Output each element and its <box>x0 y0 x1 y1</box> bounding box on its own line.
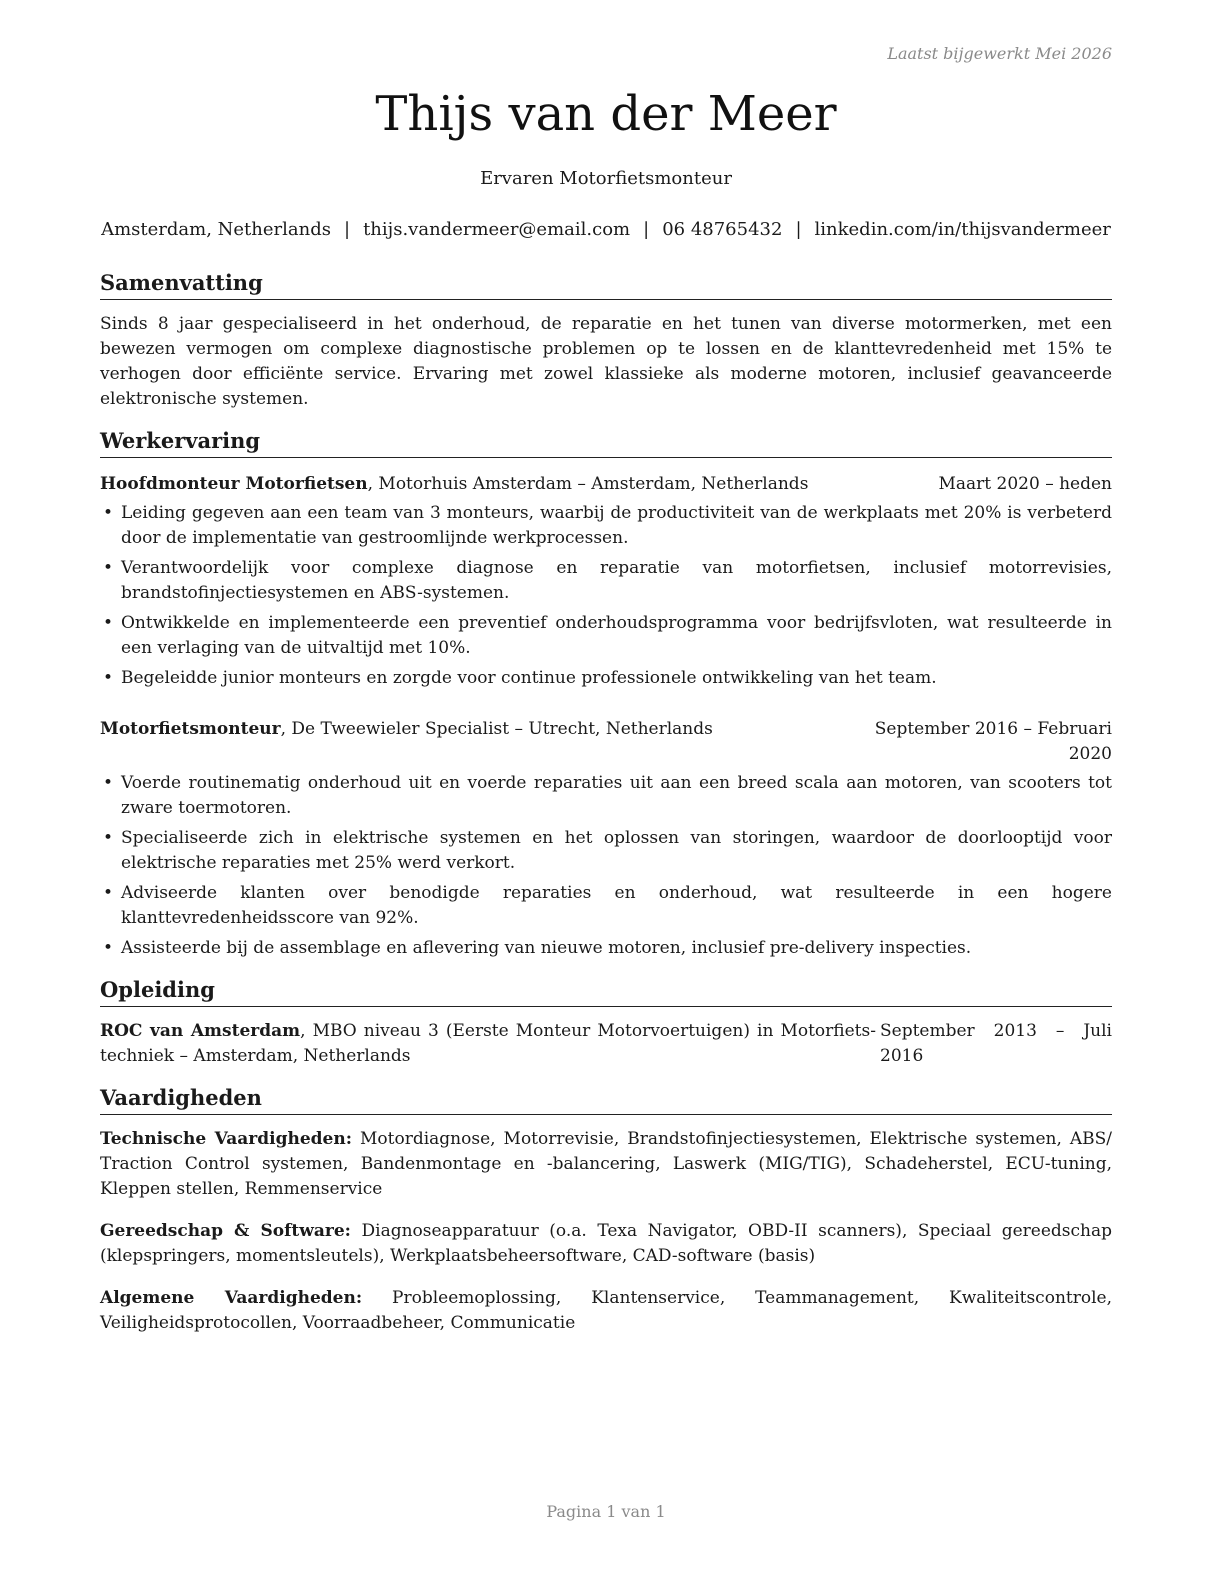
education-details: , MBO niveau 3 (Eerste Monteur Motorvoertuigen) in Motorfietstechniek – Amsterdam, Netherlands <box>100 1021 876 1066</box>
bullet-glyph: • <box>103 883 114 903</box>
bullet-text: Assisteerde bij de assemblage en aflevering van nieuwe motoren, inclusief pre-delivery inspecties. <box>121 938 972 958</box>
job-title: Ervaren Motorfietsmonteur <box>480 168 732 189</box>
job-bullets <box>100 501 1112 691</box>
education-entry <box>100 1019 1112 1069</box>
contact-phone: 06 48765432 <box>662 219 783 240</box>
job-dates: September 2016 – Februari 2020 <box>874 719 1112 764</box>
education-dates: September 2013 – Juli 2016 <box>880 1021 1112 1066</box>
job-company: , Motorhuis Amsterdam – Amsterdam, Netherlands <box>367 474 809 494</box>
education-school: ROC van Amsterdam <box>100 1021 301 1041</box>
section-heading-education: Opleiding <box>100 975 1112 1007</box>
contact-linkedin[interactable]: linkedin.com/in/thijsvandermeer <box>814 219 1111 240</box>
contact-separator: | <box>343 219 351 240</box>
resume-body <box>100 268 1112 1353</box>
job-entry <box>100 472 1112 691</box>
job-dates: Maart 2020 – heden <box>938 474 1112 494</box>
list-item <box>100 556 1112 606</box>
candidate-name: Thijs van der Meer <box>375 86 837 142</box>
bullet-text: Ontwikkelde en implementeerde een preventief onderhoudsprogramma voor bedrijfsvloten, wat resulteerde in een verlaging van de uitvaltijd met 10%. <box>121 613 1112 658</box>
list-item <box>100 936 1112 961</box>
section-heading-experience: Werkervaring <box>100 426 1112 458</box>
page-number: Pagina 1 van 1 <box>546 1502 666 1521</box>
bullet-glyph: • <box>103 773 114 793</box>
skill-group-label: Technische Vaardigheden: <box>100 1129 353 1149</box>
contact-line <box>0 219 1212 240</box>
bullet-text: Verantwoordelijk voor complexe diagnose en reparatie van motorfietsen, inclusief motorrevisies, brandstofinjectiesystemen en ABS-systemen. <box>121 558 1112 603</box>
list-item <box>100 771 1112 821</box>
contact-separator: | <box>643 219 650 240</box>
skill-group-label: Algemene Vaardigheden: <box>100 1288 363 1308</box>
job-header <box>100 717 1112 767</box>
bullet-text: Begeleidde junior monteurs en zorgde voor continue professionele ontwikkeling van het team. <box>121 668 937 688</box>
last-updated: Laatst bijgewerkt Mei 2026 <box>887 44 1112 63</box>
skill-group-text: Motordiagnose, Motorrevisie, Brandstofinjectiesystemen, Elektrische systemen, ABS/ Traction Control systemen, Bandenmontage en -balancering, Laswerk (MIG/TIG), Schadeherstel, ECU-tuning, Kleppen stellen, Remmenservice <box>100 1129 1112 1199</box>
list-item <box>100 666 1112 691</box>
skills-list <box>100 1127 1112 1336</box>
job-bullets <box>100 771 1112 961</box>
skill-group <box>100 1219 1112 1269</box>
job-header <box>100 472 1112 497</box>
list-item <box>100 826 1112 876</box>
bullet-glyph: • <box>103 558 114 578</box>
skill-group <box>100 1127 1112 1202</box>
list-item <box>100 611 1112 661</box>
summary-text: Sinds 8 jaar gespecialiseerd in het onderhoud, de reparatie en het tunen van diverse motormerken, met een bewezen vermogen om complexe diagnostische problemen op te lossen en de klanttevredenheid met 15% te verhogen door efficiënte service. Ervaring met zowel klassieke als moderne motoren, inclusief geavanceerde elektronische systemen. <box>100 314 1112 409</box>
section-heading-summary: Samenvatting <box>100 268 1112 300</box>
skill-group-label: Gereedschap & Software: <box>100 1221 351 1241</box>
skill-group-text: Diagnoseapparatuur (o.a. Texa Navigator, OBD-II scanners), Speciaal gereedschap (klepspringers, momentsleutels), Werkplaatsbeheersoftware, CAD-software (basis) <box>100 1221 1112 1266</box>
bullet-glyph: • <box>103 668 114 688</box>
job-role: Motorfietsmonteur <box>100 719 281 739</box>
skill-group <box>100 1286 1112 1336</box>
contact-separator: | <box>795 219 802 240</box>
job-role: Hoofdmonteur Motorfietsen <box>100 474 368 494</box>
contact-email[interactable]: thijs.vandermeer@email.com <box>363 219 631 240</box>
bullet-glyph: • <box>103 503 114 523</box>
job-company: , De Tweewieler Specialist – Utrecht, Netherlands <box>280 719 713 739</box>
list-item <box>100 501 1112 551</box>
skill-group-text: Probleemoplossing, Klantenservice, Teammanagement, Kwaliteitscontrole, Veiligheidsprotocollen, Voorraadbeheer, Communicatie <box>100 1288 1112 1333</box>
bullet-text: Voerde routinematig onderhoud uit en voerde reparaties uit aan een breed scala aan motoren, van scooters tot zware toermotoren. <box>121 773 1112 818</box>
bullet-text: Leiding gegeven aan een team van 3 monteurs, waarbij de productiviteit van de werkplaats met 20% is verbeterd door de implementatie van gestroomlijnde werkprocessen. <box>121 503 1112 548</box>
section-heading-skills: Vaardigheden <box>100 1083 1112 1115</box>
bullet-text: Adviseerde klanten over benodigde reparaties en onderhoud, wat resulteerde in een hogere klanttevredenheidsscore van 92%. <box>121 883 1112 928</box>
list-item <box>100 881 1112 931</box>
bullet-glyph: • <box>103 938 114 958</box>
bullet-text: Specialiseerde zich in elektrische systemen en het oplossen van storingen, waardoor de doorlooptijd voor elektrische reparaties met 25% werd verkort. <box>121 828 1112 873</box>
bullet-glyph: • <box>103 613 114 633</box>
bullet-glyph: • <box>103 828 114 848</box>
job-entry <box>100 717 1112 961</box>
contact-location: Amsterdam, Netherlands <box>101 219 331 240</box>
